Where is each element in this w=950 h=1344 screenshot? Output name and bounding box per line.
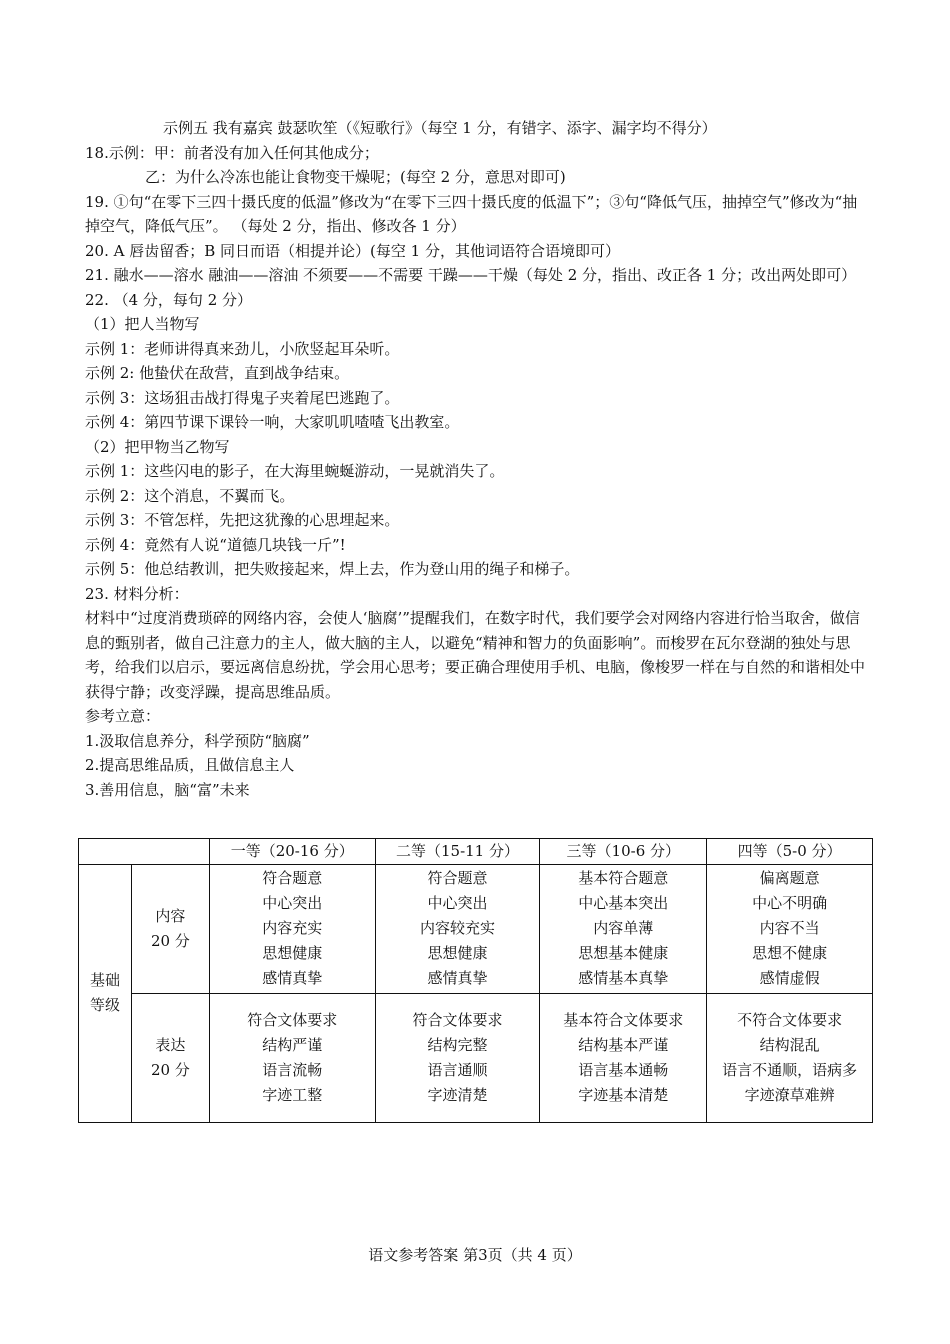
expression-grade-3 (540, 993, 707, 1122)
cell-line: 思想不健康 (752, 944, 828, 962)
basic-level-label (79, 864, 132, 1122)
q23-ideas-title: 参考立意： (85, 707, 161, 725)
expression-grade-4 (707, 993, 873, 1122)
header-cell-empty (79, 839, 210, 865)
q22-example: 示例 3：这场狙击战打得鬼子夹着尾巴逃跑了。 (85, 388, 400, 407)
cell-line: 中心不明确 (752, 894, 828, 912)
q22-example: 示例 3：不管怎样，先把这犹豫的心思埋起来。 (85, 511, 400, 529)
header-grade-1: 一等（20-16 分） (209, 839, 375, 865)
q22-part1: （1）把人当物写 (85, 315, 200, 333)
cell-line: 结构混乱 (759, 1035, 820, 1054)
q22-example: 示例 2: 他蛰伏在敌营，直到战争结束。 (85, 364, 350, 382)
q23-title: 23. 材料分析： (85, 584, 189, 603)
q23-idea: 1.汲取信息养分，科学预防“脑腐” (85, 731, 310, 750)
cell-line: 等级 (89, 996, 120, 1014)
content-label (131, 864, 209, 993)
q22-title: 22. （4 分，每句 2 分） (85, 290, 253, 309)
q22-example: 示例 2：这个消息，不翼而飞。 (85, 486, 295, 505)
cell-line: 20 分 (150, 1060, 190, 1079)
cell-line: 字迹基本清楚 (578, 1085, 669, 1104)
cell-line: 思想健康 (262, 944, 323, 962)
cell-line: 符合题意 (262, 869, 323, 887)
cell-line: 感情虚假 (759, 969, 820, 987)
cell-line: 字迹清楚 (427, 1085, 488, 1104)
cell-line: 基础 (89, 971, 120, 989)
cell-line: 内容充实 (262, 919, 323, 937)
header-grade-3: 三等（10-6 分） (540, 839, 707, 865)
answer-content (85, 116, 870, 802)
cell-line: 基本符合文体要求 (563, 1010, 684, 1029)
cell-line: 感情真挚 (427, 969, 488, 987)
q22-example: 示例 1：这些闪电的影子，在大海里蜿蜒游动，一晃就消失了。 (85, 462, 505, 480)
expression-label (131, 993, 209, 1122)
cell-line: 中心突出 (427, 894, 488, 912)
cell-line: 内容较充实 (419, 919, 495, 937)
cell-line: 感情真挚 (262, 969, 323, 987)
q21: 21. 融水——溶水 融油——溶油 不须要——不需要 干躁——干燥（每处 2 分，指出、改正各 1 分；改出两处即可） (85, 266, 857, 284)
q23-idea: 2.提高思维品质，且做信息主人 (85, 756, 295, 774)
cell-line: 内容不当 (759, 919, 820, 937)
cell-line: 结构完整 (427, 1035, 488, 1054)
cell-line: 内容 (155, 906, 186, 925)
table-header-row (79, 839, 873, 865)
cell-line: 字迹潦草难辨 (744, 1085, 835, 1104)
cell-line: 符合文体要求 (247, 1010, 338, 1029)
q22-example: 示例 4：竟然有人说“道德几块钱一斤”! (85, 535, 346, 554)
cell-line: 内容单薄 (593, 919, 654, 937)
q22-example: 示例 1：老师讲得真来劲儿，小欣竖起耳朵听。 (85, 339, 400, 358)
cell-line: 基本符合题意 (578, 869, 669, 887)
page-footer: 语文参考答案 第3页（共 4 页） (368, 1246, 582, 1264)
header-grade-4: 四等（5-0 分） (707, 839, 873, 865)
q22-example: 示例 4：第四节课下课铃一响，大家叽叽喳喳飞出教室。 (85, 413, 460, 431)
cell-line: 感情基本真挚 (578, 969, 669, 987)
cell-line: 不符合文体要求 (737, 1010, 843, 1029)
q22-part2: （2）把甲物当乙物写 (85, 437, 230, 456)
q22-example: 示例 5：他总结教训，把失败接起来，焊上去，作为登山用的绳子和梯子。 (85, 560, 580, 578)
q18-b: 乙：为什么冷冻也能让食物变干燥呢；(每空 2 分，意思对即可) (145, 168, 566, 186)
content-grade-1 (209, 864, 375, 993)
cell-line: 语言流畅 (262, 1060, 323, 1079)
cell-line: 20 分 (150, 931, 190, 950)
header-grade-2: 二等（15-11 分） (375, 839, 540, 865)
cell-line: 结构严谨 (262, 1035, 323, 1054)
cell-line: 语言基本通畅 (578, 1060, 669, 1079)
content-grade-2 (375, 864, 540, 993)
cell-line: 符合文体要求 (412, 1010, 503, 1029)
q23-analysis: 材料中“过度消费琐碎的网络内容，会使人‘脑腐’”提醒我们，在数字时代，我们要学会对网络内容进行恰当取舍，做信息的甄别者，做自己注意力的主人，做大脑的主人，以避免“精神和智力的负面影响”。而梭罗在瓦尔登湖的独处与思考，给我们以启示，要远离信息纷扰，学会用心思考；要正确合理使用手机、电脑，像梭罗一样在与自然的和谐相处中获得宁静；改变浮躁，提高思维品质。 (85, 609, 866, 701)
cell-line: 字迹工整 (262, 1085, 323, 1104)
cell-line: 语言通顺 (427, 1060, 488, 1079)
cell-line: 结构基本严谨 (578, 1035, 669, 1054)
content-grade-4 (707, 864, 873, 993)
content-grade-3 (540, 864, 707, 993)
q18-a: 18.示例：甲：前者没有加入任何其他成分； (85, 143, 379, 162)
table-row-content (79, 864, 873, 993)
q19: 19. ①句“在零下三四十摄氏度的低温”修改为“在零下三四十摄氏度的低温下”；③句“降低气压，抽掉空气”修改为“抽掉空气，降低气压”。 （每处 2 分，指出、修改各 1 分） (85, 192, 858, 235)
cell-line: 语言不通顺，语病多 (722, 1060, 858, 1079)
expression-grade-2 (375, 993, 540, 1122)
q20: 20. A 唇齿留香；B 同日而语（相提并论）(每空 1 分，其他词语符合语境即可） (85, 241, 620, 260)
cell-line: 思想基本健康 (578, 944, 669, 962)
cell-line: 偏离题意 (759, 869, 820, 887)
cell-line: 中心突出 (262, 894, 323, 912)
q23-idea: 3.善用信息，脑“富”未来 (85, 780, 250, 799)
cell-line: 表达 (155, 1035, 186, 1054)
expression-grade-1 (209, 993, 375, 1122)
grading-rubric-table (78, 838, 873, 1123)
cell-line: 中心基本突出 (578, 894, 669, 912)
cell-line: 思想健康 (427, 944, 488, 962)
table-row-expression (79, 993, 873, 1122)
cell-line: 符合题意 (427, 869, 488, 887)
example-five: 示例五 我有嘉宾 鼓瑟吹笙（《短歌行》（每空 1 分，有错字、添字、漏字均不得分） (163, 119, 717, 137)
